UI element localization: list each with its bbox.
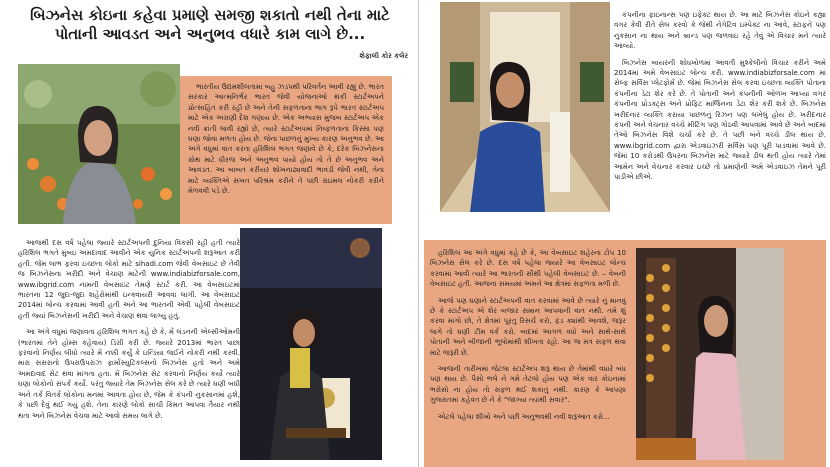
photo-speaker-stage [240,228,382,460]
closing-text [430,248,626,460]
intro-box [180,76,392,224]
photo-garden-portrait [18,64,180,224]
photo-festive-portrait [636,248,784,460]
body-paragraph: આ અંગે વધુમાં જણાવતા હરિશિલ ભગત કહે છે કે, મેં લંડનની એલ્સીઓમની (ભારતમાં તેને હોમ્સ કહેવાય) ડિગ્રી કરી છે. જ્યારે 2013માં ભારત પાછા ફરવાનો નિર્ણય લીધો ત્યારે મેં નક્કી કર્યું કે ઇન્ડિયા જઈને નોકરી નથી કરવી. મારા સસરાનો ઉપરાઉપરાંઝ ફાર્માસ્યુટિકલ્સનો બિઝનેસ હતો અને અમે અમદાવાદ સેટ થવા માંગતા હતા. મેં બિઝનેસ સેટ કરવાનો નિર્ણય કર્યો ત્યારે ઘણા લોકોનો સંપર્ક કર્યો. પરંતુ જ્યારે તેમ બિઝનેસ સેલ કરે છે ત્યારે ઘણી બધી અને તર્ક વિતર્ક લોકોના મનમાં આવતા હોય છે, જેમ કે કંપની નુકસાનમાં હશે, કે પછી દેવું થઈ ગયું હશે. તેના કારણે લોકો સાચી કિંમત આપવા તૈયાર નથી થતા અને બિઝનેસ વેચવા માટે આવો સમય લાગે છે. [18,328,240,420]
body-paragraph: આજની તારીખમાં જેટલા સ્ટાર્ટઅપ શરૂ થાય છે તેમાંથી વધારે બંધ પણ થાય છે. પૈસો ભલે ને ગમે તેટલો હોય પણ એક વાર કોઇનામાં ભરોસો ના હોય તો સફળ થઈ શકાતું નથી. કારણ કે આપણા ગુજરાતમાં કહેવત છે ને કે "જાગ્યા ત્યાંથી સવાર". [430,365,626,405]
body-paragraph: બિઝનેસ બાયરની શોધખોળમાં આવતી મુશ્કેલીનો વિચાર કરીને અમે 2014માં અમે વેબસાઇટ લોન્ચ કરી. www.indiabizforsale.com માં સેલ્ફ સર્વિસ પ્લેટફોર્મ છે. જેમાં બિઝનેસ સેલ કરવા ઇચ્છતા વ્યક્તિ પોતાના કંપનીના ડેટા શેર કરે છે. તે પોતાની અને કંપનીની ઓળખ આપ્યા વગર કંપનીના પ્રોડક્ટ્સ અને પ્રોફિટ માર્જિનના ડેટા શેર કરી શકે છે. બિઝનેસ ખરીદનાર વ્યક્તિ કરાયા પાછળનું રિઝન પણ લખેલું હોય છે. ખરીદનાર કંપની અને વેચનાર વચ્ચે મીટિંગ પણ ગોઠવી આપવામાં આવે છે અને બાદમાં તેઓ બિઝનેસ વિશે ચર્ચા કરે છે. તે પછી બંને વચ્ચે ડીલ થાય છે. www.ibgrid.com દ્વારા એડવાઇઝરી સર્વિસ પણ પૂરી પાડવામાં આવે છે. જેમાં 10 કરોડથી ઉપરના બિઝનેસ માટે જ્યારે ડીલ થતી હોય ત્યારે તેમાં આમેન અને વેચનાર કરવાર ઇચ્છે તો પ્રમાણેની અમે એડવાઇઝ તેમને પૂરી પાડીએ છીએ. [614,58,826,182]
article-headline: બિઝનેસ કોઇના કહેવા પ્રમાણે સમજી શકાતો નથી તેના માટે પોતાની આવડત અને અનુભવ વધારે કામ લાગે છે... [30,6,390,43]
byline: શેફાલી કોર કલેર [359,52,408,60]
main-body-column [18,238,240,460]
body-paragraph: હરિશિલ આ અંગે વધુમાં કહે છે કે, આ વેબસાઇટ શહેરના ટોપ 10 બિઝનેસ સેલ કરે છે. દસ વર્ષ પહેલા જ્યારે આ વેબસાઇટ લોન્ચ કરવામાં આવી ત્યારે આ ભારતની સૌથી પહેલી વેબસાઇટ છે. – વેબની વેબસાઇટ હતી. આજના સમયમાં અમને આ ક્ષેત્રમાં સફળતા મળી છે. [430,249,626,289]
right-body-column [614,10,826,222]
body-paragraph: આજે પણ ઘણાને સ્ટાર્ટઅપની વાત કરવામાં આવે છે ત્યારે નું માનવું છે કે સ્ટાર્ટઅપ એ શેર બજાર સમાન આપવાની વાત નથી. તમે શું કરવા માંગો છો, તે ક્ષેત્રમાં પૂરતુ રિસર્ચ કરો, ફંડ ક્યાંથી આવશે, જરૂર લાગે તો ઘણી ટીમ વર્ક કરો. બાદમાં આગળ વધો અને સાથે-સાથે પોતાની અને બીજાની ભૂલોમાંથી શીખતા રહો. આ જ મંત્ર સફળ થવા માટે જરૂરી છે. [430,296,626,357]
intro-paragraph: ભારતીય ઉદ્યમશીલતામાં બહુ ઝડપથી પરિવર્તન આવી રહ્યું છે. ભારત સરકાર આત્મનિર્ભર ભારત જેવી યોજનાઓ થકી સ્ટાર્ટઅપને પ્રોત્સાહિત કરી રહી છે અને તેની સફળતાના ભાગ રૂપે ભારત સ્ટાર્ટઅપ માટે એક અગ્રણી દેશ ગણાય છે. એક અભ્યાસ મુજબ સ્ટાર્ટઅપ એક નવી ક્રાંતી લાવી રહ્યો છે, ત્યારે સ્ટાર્ટઅપમાં નિષ્ફળતાના કિસ્સા પણ ઘણા જોવા મળતા હોય છે. જેના પાછળનું મુખ્ય કારણ અનુભવ છે. આ અંગે વધુમાં વાત કરતા હરિશિલ ભગત જણાવે છે કે, દરેક બિઝનેસના ગ્રોથ માટે ધીરજ અને અનુભવ પાયો હોય તો તે છે અનુભવ અને આવડત. આ બાબત કરીયર શોખનાઢ્યવાદી ભાવડી જેવી નથી, તેના માટે વ્યક્તિએ સખત પરિશ્રમ કરીને તે પછી રાઇમલ નોકરી કરીને મેળવવી પડે છે. [188,83,384,196]
body-paragraph: આજથી દસ વર્ષ પહેલા જ્યારે સ્ટાર્ટઅપની દુનિયા વિકસી રહી હતી ત્યારે હરિશિલ ભગતે મુંબઇ અમદાવાદ આવીને એક યુનિક સ્ટાર્ટઅપની શરૂઆત કરી હતી. જેમ લાભ ફરવા ઇચ્છતા લોકો માટે sihadi.com જેવી વેબસાઇટ છે તેવી જ બિઝનેસના ખરીદી અને વેચાણ માટેની www.indiabizforsale.com, www.ibgrid.com નામની વેબસાઇટ તેમણે સ્ટાર્ટ કરી. આ વેબસાઇટમાં ભારતના 12 જુદા-જુદા શહેરોમાંથી ઇન્ક્વાયરી આવવા લાગી. આ વેબસાઇટ 2014માં લોન્ચ કરવામાં આવી હતી અને આ ભારતની એવી પહેલી વેબસાઇટ હતી જ્યાં બિઝનેસની ખરીદી અને વેચાણ થવા લાગ્યું હતું. [18,239,240,320]
column-divider [418,0,419,467]
body-paragraph: એટલે પહેલા શીખો અને પછી અનુભવથી નવી શરૂઆત કરો... [438,412,610,421]
photo-hallway-portrait [440,2,610,212]
body-paragraph: કંપનીના ફાઇનાન્સ પણ ઇફેક્ટ થાય છે. આ માટે બિઝનેસ કોઇને કહ્યા વગર કેવી રીતે સેલ કરવો કે જેથી નેગેટિવ ઇમ્પેક્ટ ના આવે, સ્ટાફને પણ નુકસાન ના થાય અને બ્રાન્ડ પણ જળવાઇ રહે તેવું એ વિચાર મને ત્યારે આવ્યો. [614,11,826,51]
